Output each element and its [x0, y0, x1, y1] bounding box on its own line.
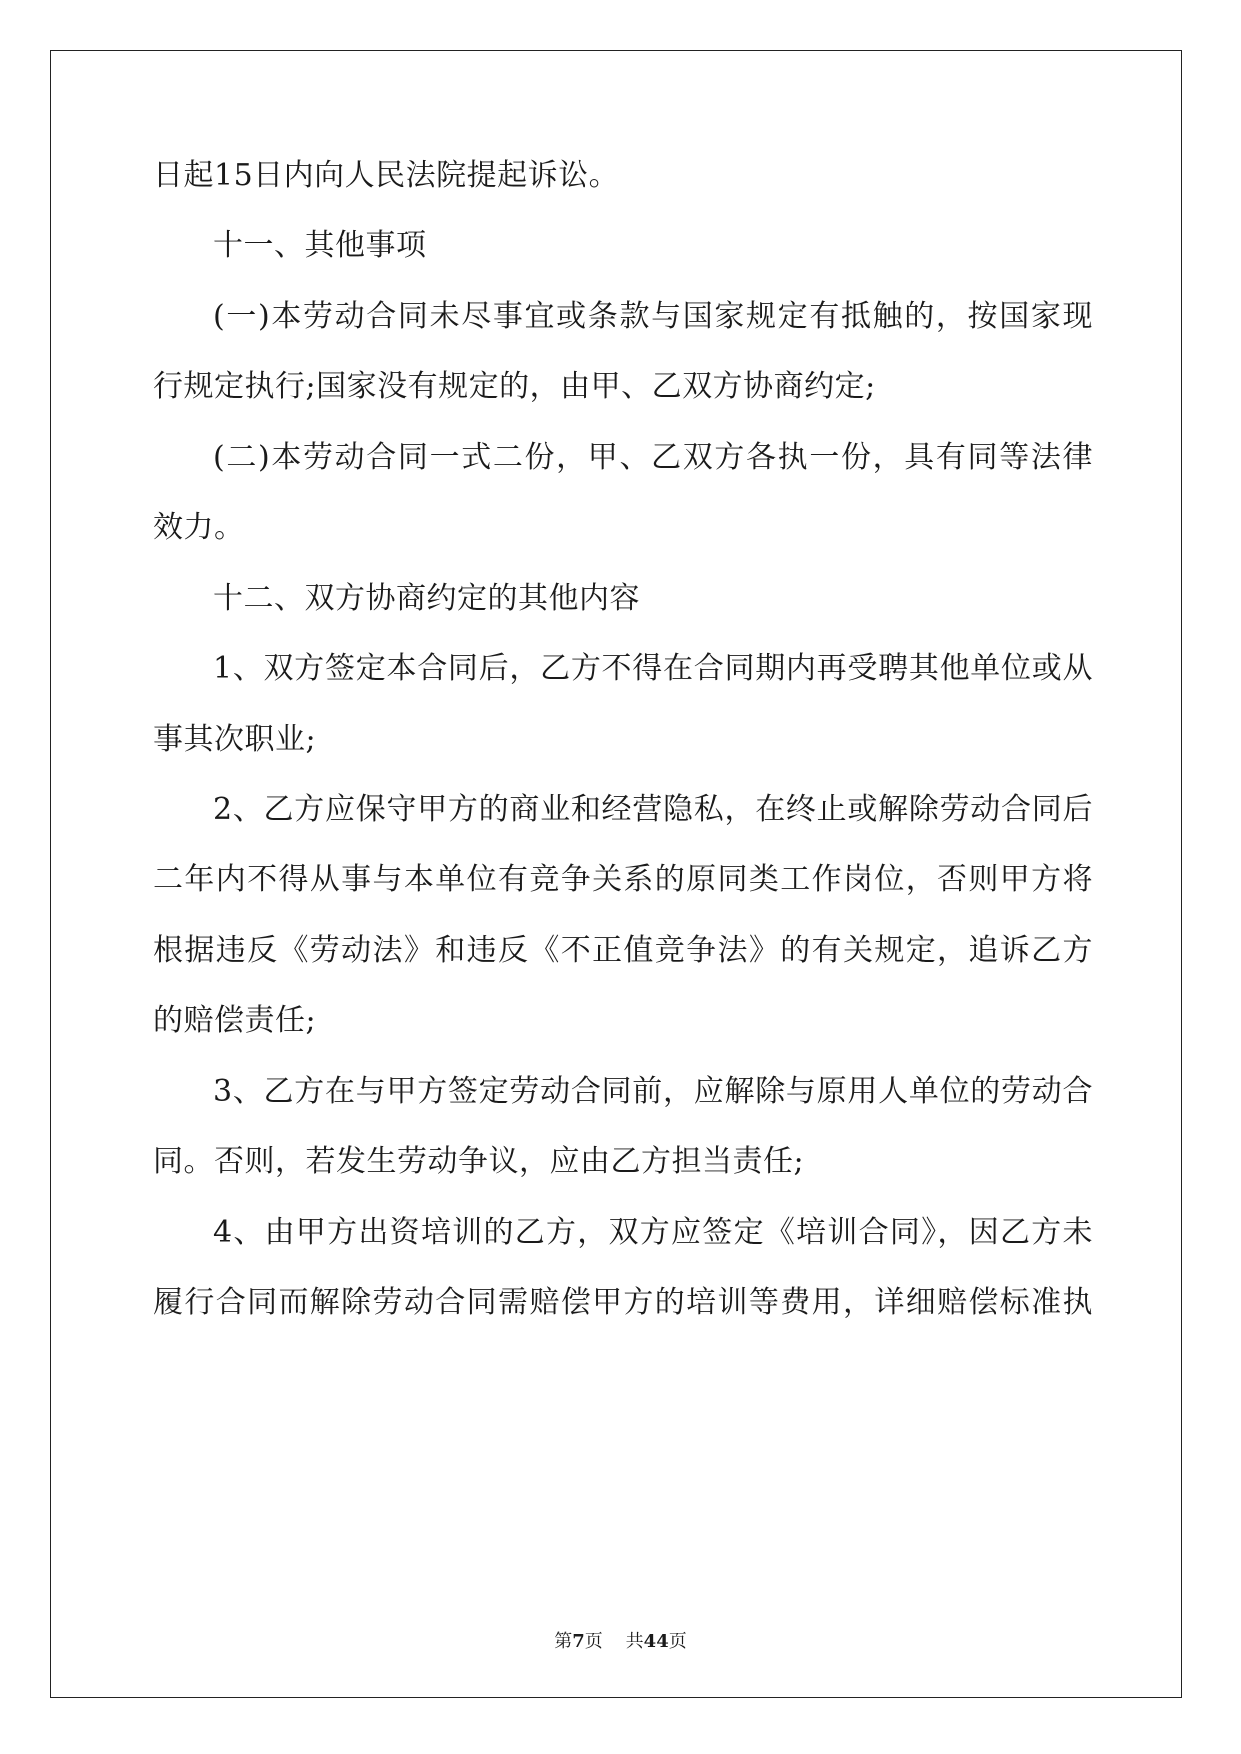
text-line: 2、乙方应保守甲方的商业和经营隐私，在终止或解除劳动合同后: [213, 792, 1093, 827]
text-line: 行规定执行;国家没有规定的，由甲、乙双方协商约定;: [153, 369, 876, 404]
text-line: 同。否则，若发生劳动争议，应由乙方担当责任;: [153, 1144, 805, 1179]
footer-total-prefix: 共: [625, 1631, 644, 1652]
text-line: 事其次职业;: [153, 722, 317, 757]
text-line: 的赔偿责任;: [153, 1003, 317, 1038]
text-line: (二)本劳动合同一式二份，甲、乙双方各执一份，具有同等法律: [213, 440, 1093, 475]
page-number: 7: [572, 1631, 585, 1652]
text-line: (一)本劳动合同未尽事宜或条款与国家规定有抵触的，按国家现: [213, 299, 1093, 334]
section-heading: 十二、双方协商约定的其他内容: [213, 581, 640, 616]
footer-page-unit: 页: [584, 1631, 603, 1652]
section-heading: 十一、其他事项: [213, 228, 427, 263]
text-line: 效力。: [153, 510, 245, 545]
text-line: 1、双方签定本合同后，乙方不得在合同期内再受聘其他单位或从: [213, 651, 1093, 686]
page-footer: [0, 1631, 1241, 1653]
text-line: 日起15日内向人民法院提起诉讼。: [153, 158, 620, 193]
text-line: 4、由甲方出资培训的乙方，双方应签定《培训合同》，因乙方未: [213, 1215, 1093, 1250]
text-line: 履行合同而解除劳动合同需赔偿甲方的培训等费用，详细赔偿标准执: [153, 1285, 1093, 1320]
total-pages: 44: [643, 1631, 669, 1652]
text-line: 根据违反《劳动法》和违反《不正值竞争法》的有关规定，追诉乙方: [153, 933, 1093, 968]
text-line: 3、乙方在与甲方签定劳动合同前，应解除与原用人单位的劳动合: [213, 1074, 1093, 1109]
text-line: 二年内不得从事与本单位有竞争关系的原同类工作岗位，否则甲方将: [153, 862, 1093, 897]
footer-total-unit: 页: [668, 1631, 687, 1652]
footer-prefix: 第: [554, 1631, 573, 1652]
